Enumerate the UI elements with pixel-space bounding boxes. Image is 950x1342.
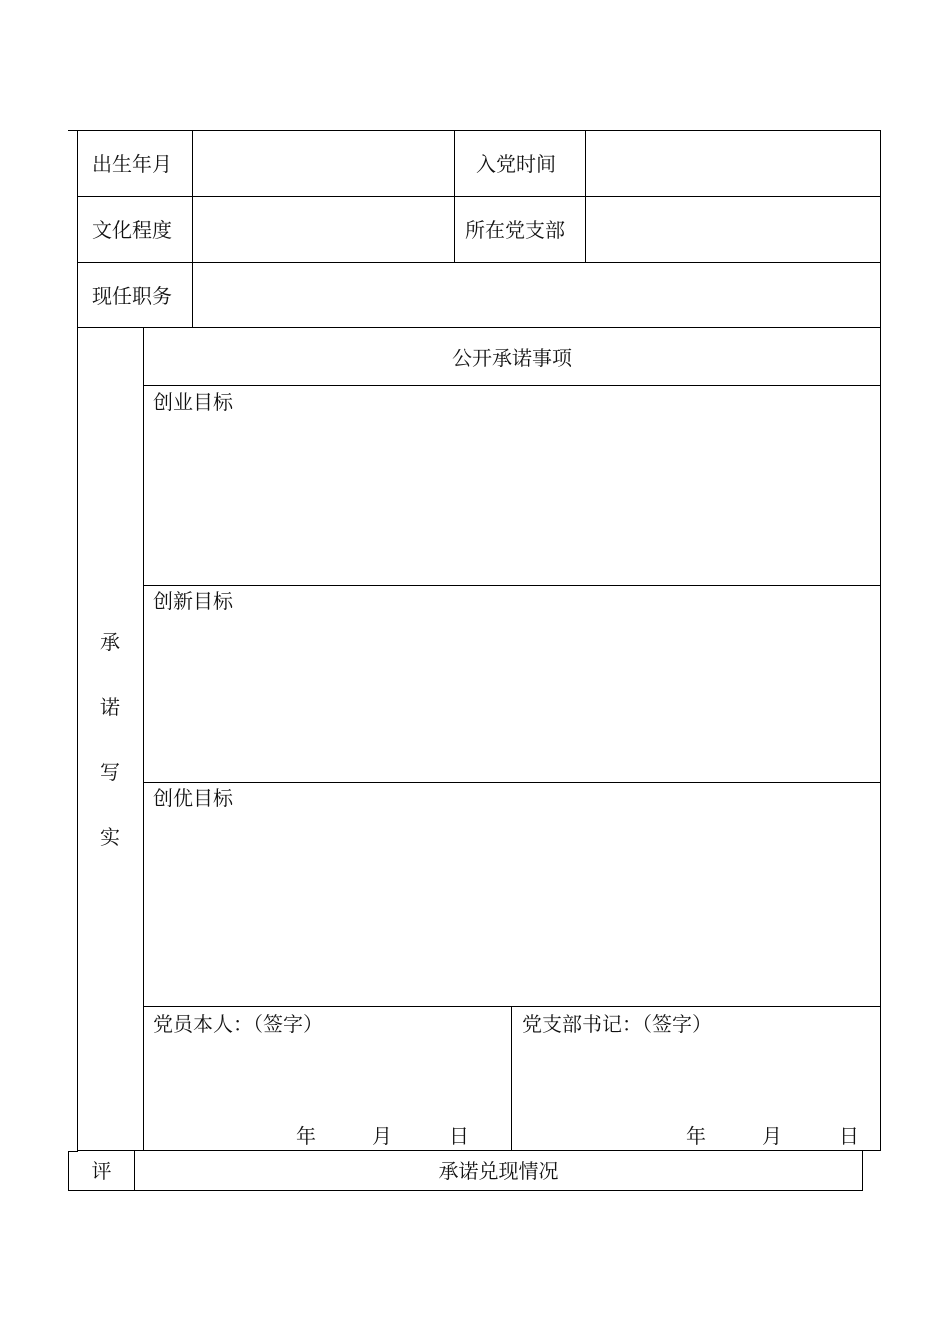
member-date-day: 日: [449, 1124, 469, 1148]
side-label-char-2: 诺: [100, 695, 120, 719]
birth-date-label: 出生年月: [92, 152, 172, 176]
member-date-month: 月: [372, 1124, 392, 1148]
excellence-goal-label: 创优目标: [153, 786, 233, 810]
business-goal-label: 创业目标: [153, 390, 233, 414]
header-divider: [143, 385, 880, 386]
goal-divider-2: [143, 782, 880, 783]
innovation-goal-label: 创新目标: [153, 589, 233, 613]
commitments-header: 公开承诺事项: [452, 346, 572, 370]
join-date-field[interactable]: [586, 131, 880, 196]
secretary-signature-field[interactable]: [512, 1040, 880, 1120]
row-divider-3: [77, 327, 880, 328]
member-date-year: 年: [296, 1124, 316, 1148]
join-date-label: 入党时间: [476, 152, 556, 176]
excellence-goal-field[interactable]: [144, 814, 880, 1006]
position-label: 现任职务: [92, 284, 172, 308]
table-right-border: [880, 130, 881, 1151]
party-branch-label: 所在党支部: [465, 218, 565, 242]
side-label-char-4: 实: [100, 825, 120, 849]
secretary-signature-label: 党支部书记：（签字）: [522, 1012, 712, 1036]
education-field[interactable]: [193, 197, 454, 262]
education-label: 文化程度: [92, 218, 172, 242]
innovation-goal-field[interactable]: [144, 617, 880, 782]
member-signature-field[interactable]: [144, 1040, 511, 1120]
secretary-date-year: 年: [686, 1124, 706, 1148]
secretary-date-day: 日: [839, 1124, 859, 1148]
position-field[interactable]: [193, 263, 880, 327]
goal-divider-1: [143, 585, 880, 586]
member-signature-label: 党员本人：（签字）: [153, 1012, 323, 1036]
evaluation-top-left-border: [68, 1151, 78, 1152]
secretary-date-month: 月: [762, 1124, 782, 1148]
table-left-border: [77, 130, 78, 1151]
evaluation-label: 评: [91, 1159, 112, 1183]
side-label-char-1: 承: [100, 630, 120, 654]
birth-date-field[interactable]: [193, 131, 454, 196]
business-goal-field[interactable]: [144, 418, 880, 585]
fulfillment-header: 承诺兑现情况: [438, 1159, 559, 1183]
party-branch-field[interactable]: [586, 197, 880, 262]
mid-col-divider-a: [454, 130, 455, 262]
side-label-char-3: 写: [100, 760, 120, 784]
